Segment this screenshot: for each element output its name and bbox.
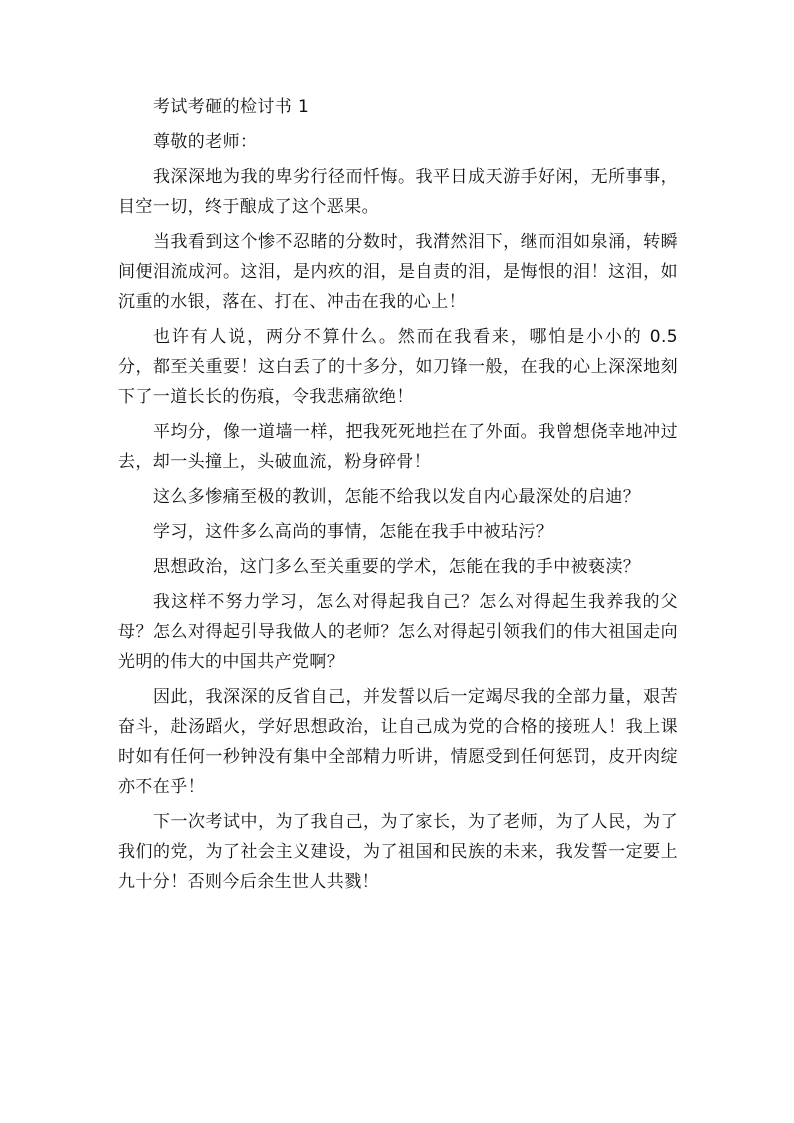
paragraph-9: 因此，我深深的反省自己，并发誓以后一定竭尽我的全部力量，艰苦奋斗，赴汤蹈火，学好思想政治，让自己成为党的合格的接班人！我上课时如有任何一秒钟没有集中全部精力听讲，情愿受到任何惩罚，皮开肉绽亦不在乎！ xyxy=(118,687,678,797)
document-body xyxy=(118,92,678,902)
paragraph-1: 我深深地为我的卑劣行径而忏悔。我平日成天游手好闲，无所事事，目空一切，终于酿成了这个恶果。 xyxy=(118,167,678,217)
paragraph-4: 平均分，像一道墙一样，把我死死地拦在了外面。我曾想侥幸地冲过去，却一头撞上，头破血流，粉身碎骨！ xyxy=(118,422,678,472)
paragraph-5: 这么多惨痛至极的教训，怎能不给我以发自内心最深处的启迪？ xyxy=(153,487,641,507)
paragraph-6: 学习，这件多么高尚的事情，怎能在我手中被玷污？ xyxy=(153,522,554,542)
paragraph-7: 思想政治，这门多么至关重要的学术，怎能在我的手中被亵渎？ xyxy=(153,557,641,577)
paragraph-10: 下一次考试中，为了我自己，为了家长，为了老师，为了人民，为了我们的党，为了社会主义建设，为了祖国和民族的未来，我发誓一定要上九十分！否则今后余生世人共戮！ xyxy=(118,812,678,892)
document-title: 考试考砸的检讨书 1 xyxy=(153,97,310,117)
paragraph-8: 我这样不努力学习，怎么对得起我自己？怎么对得起生我养我的父母？怎么对得起引导我做人的老师？怎么对得起引领我们的伟大祖国走向光明的伟大的中国共产党啊？ xyxy=(118,592,678,672)
paragraph-3: 也许有人说，两分不算什么。然而在我看来，哪怕是小小的 0.5 分，都至关重要！这白丢了的十多分，如刀锋一般，在我的心上深深地刻下了一道长长的伤痕，令我悲痛欲绝！ xyxy=(118,327,678,407)
paragraph-2: 当我看到这个惨不忍睹的分数时，我潸然泪下，继而泪如泉涌，转瞬间便泪流成河。这泪，是内疚的泪，是自责的泪，是悔恨的泪！这泪，如沉重的水银，落在、打在、冲击在我的心上！ xyxy=(118,232,678,312)
salutation: 尊敬的老师： xyxy=(153,132,258,152)
